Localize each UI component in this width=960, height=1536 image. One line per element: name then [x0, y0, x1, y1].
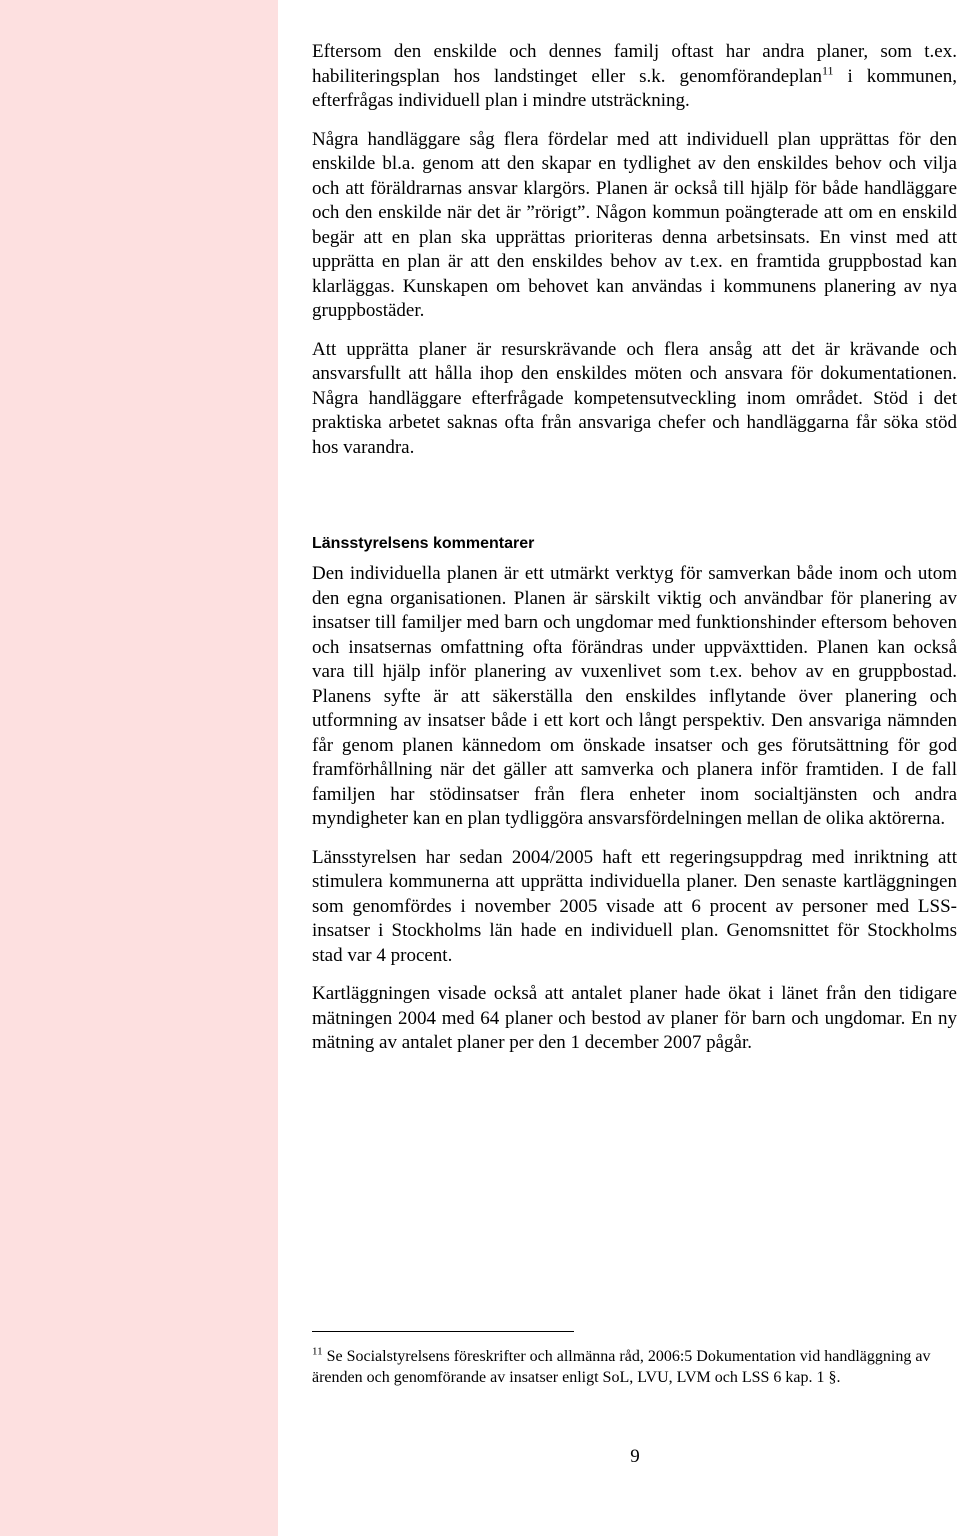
footnote-marker: 11: [312, 1345, 323, 1358]
paragraph-resources: Att upprätta planer är resurskrävande och flera ansåg att det är krävande och ansvarsfullt att hålla ihop den enskildes möten och ansvara för dokumentationen. Några handläggare efterfrågade kompetensutveckling inom området. Stöd i det praktiska arbetet saknas ofta från ansvariga chefer och handläggarna får söka stöd hos varandra.: [312, 338, 957, 458]
footnote-divider: [312, 1331, 574, 1332]
page-number: 9: [630, 1446, 640, 1467]
paragraph-comment-2: Länsstyrelsen har sedan 2004/2005 haft ett regeringsuppdrag med inriktning att stimulera kommunerna att upprätta individuella planer. Den senaste kartläggningen som genomfördes i november 2005 visade att 6 procent av personer med LSS-insatser i Stockholms län hade en individuell plan. Genomsnittet för Stockholms stad var 4 procent.: [312, 846, 957, 966]
top-text-block: [312, 40, 957, 460]
paragraph-comment-1: Den individuella planen är ett utmärkt verktyg för samverkan både inom och utom den egna organisationen. Planen är särskilt viktig och användbar för planering av insatser till familjer med barn och ungdomar med funktionshinder eftersom behoven och insatsernas omfattning ofta förändras under uppväxttiden. Planen kan också vara till hjälp inför planering av vuxenlivet som t.ex. behov av en gruppbostad. Planens syfte är att säkerställa den enskildes inflytande över planering och utformning av insatser både i ett kort och långt perspektiv. Den ansvariga nämnden får genom planen kännedom om önskade insatser och ges förutsättning för god framförhållning när det gäller att samverka och planera inför framtiden. I de fall familjen har stödinsatser från flera enheter inom socialtjänsten och andra myndigheter kan en plan tydliggöra ansvarsfördelningen mellan de olika aktörerna.: [312, 563, 957, 829]
footnote-text: Se Socialstyrelsens föreskrifter och allmänna råd, 2006:5 Dokumentation vid handläggning av ärenden och genomförande av insatser enligt SoL, LVU, LVM och LSS 6 kap. 1 §.: [312, 1348, 931, 1386]
intro-text-start: Eftersom den enskilde och dennes familj oftast har andra planer, som t.ex. habiliteringsplan hos landstinget eller s.k. genomförandeplan: [312, 41, 957, 87]
section-heading: Länsstyrelsens kommentarer: [312, 535, 535, 552]
intro-text-end: i kommunen, efterfrågas individuell plan i mindre utsträckning.: [312, 65, 957, 111]
margin-strip: [0, 0, 278, 1536]
footnote-reference: 11: [821, 63, 834, 78]
intro-paragraph: [312, 40, 957, 114]
paragraph-comment-3: Kartläggningen visade också att antalet planer hade ökat i länet från den tidigare mätningen 2004 med 64 planer och bestod av planer för barn och ungdomar. En ny mätning av antalet planer per den 1 december 2007 pågår.: [312, 983, 957, 1053]
footnote: [312, 1346, 940, 1388]
paragraph-advantages: Några handläggare såg flera fördelar med att individuell plan upprättas för den enskilde bl.a. genom att den skapar en tydlighet av den enskildes behov och vilja och att föräldrarnas ansvar klargörs. Planen är också till hjälp för både handläggare och den enskilde när det är ”rörigt”. Någon kommun poängterade att om en enskild begär att en plan ska upprättas prioriteras denna arbetsinsats. En vinst med att upprätta en plan är att den enskildes behov av t.ex. en framtida gruppbostad kan klarläggas. Kunskapen om behovet kan användas i kommunens planering av nya gruppbostäder.: [312, 128, 957, 321]
section-text-block: [312, 562, 957, 1056]
